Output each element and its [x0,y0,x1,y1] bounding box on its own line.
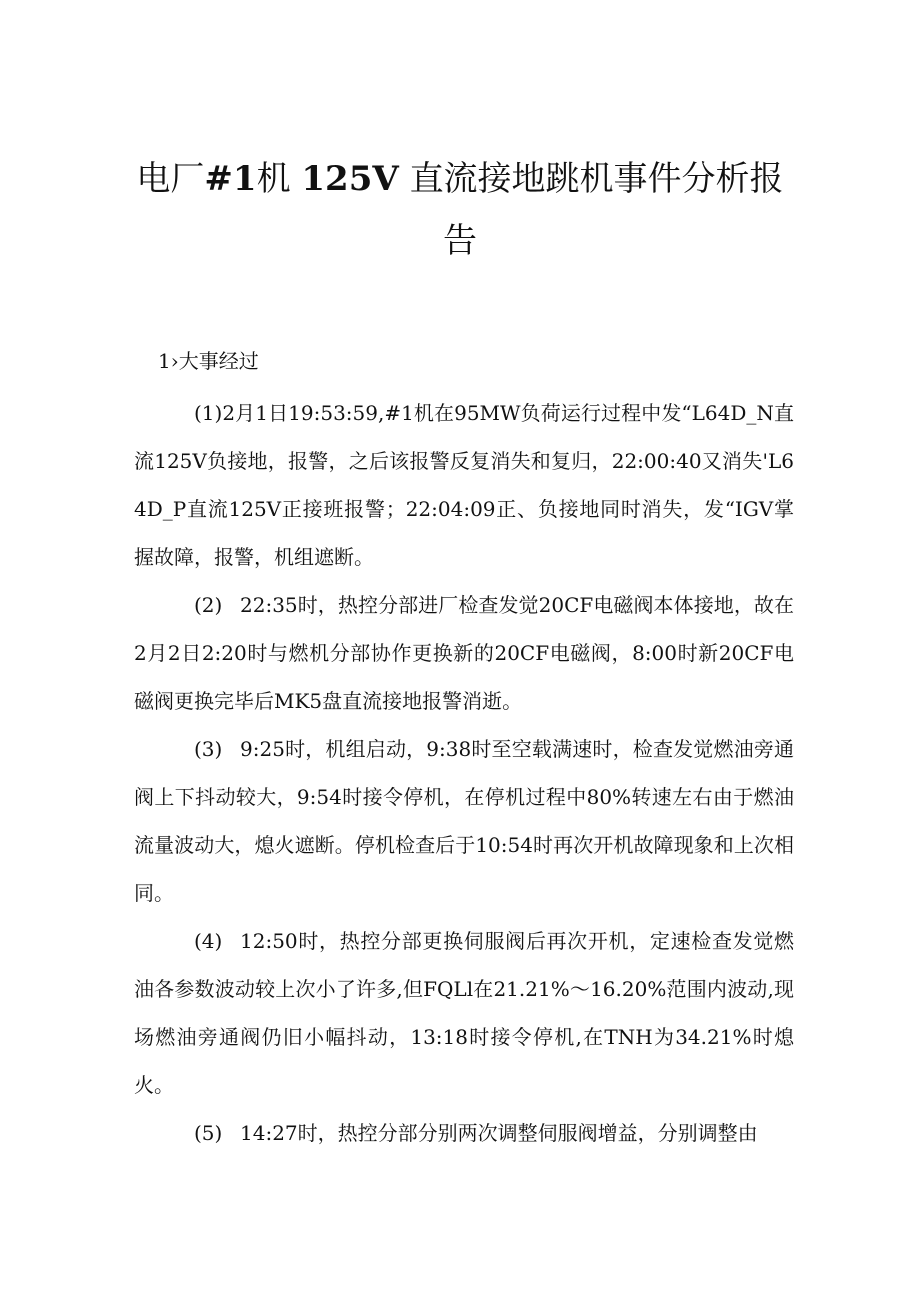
paragraph-5 [134,1109,794,1157]
document-title [120,148,800,272]
title-voltage: 125V [301,159,399,199]
title-text-4: 告 [443,221,477,261]
paragraph-4-text: 12:50时，热控分部更换伺服阀后再次开机，定速检查发觉燃油各参数波动较上次小了许多,但FQLl在21.21%～16.20%范围内波动,现场燃油旁通阀仍旧小幅抖动，13:18时接令停机,在TNH为34.21%时熄火。 [134,929,794,1097]
paragraph-1 [134,389,794,581]
paragraph-4 [134,917,794,1109]
paragraph-5-number: (5) [194,1121,223,1145]
paragraph-3-number: (3) [194,737,223,761]
title-text-3: 直流接地跳机事件分析报 [409,159,784,199]
paragraph-1-number: (1) [194,401,223,425]
paragraph-2-text: 22:35时，热控分部进厂检查发觉20CF电磁阀本体接地，故在2月2日2:20时与燃机分部协作更换新的20CF电磁阀，8:00时新20CF电磁阀更换完毕后MK5盘直流接地报警消逝。 [134,593,794,713]
title-text-1: 电厂 [136,159,205,199]
paragraph-5-text: 14:27时，热控分部分别两次调整伺服阀增益，分别调整由 [240,1121,758,1145]
paragraph-2 [134,581,794,725]
paragraph-2-number: (2) [194,593,223,617]
paragraph-3 [134,725,794,917]
section-heading-incident-process: 1›大事经过 [158,349,259,373]
title-unit-number: #1 [204,159,257,199]
paragraph-1-text: 2月1日19:53:59,#1机在95MW负荷运行过程中发“L64D_N直流125V负接地，报警，之后该报警反复消失和复归，22:00:40又消失'L64D_P直流125V正接班报警；22:04:09正、负接地同时消失，发“IGV掌握故障，报警，机组遮断。 [134,401,794,569]
paragraph-4-number: (4) [194,929,223,953]
title-text-2: 机 [256,159,291,199]
paragraph-3-text: 9:25时，机组启动，9:38时至空载满速时，检查发觉燃油旁通阀上下抖动较大，9:54时接令停机，在停机过程中80%转速左右由于燃油流量波动大，熄火遮断。停机检查后于10:54时再次开机故障现象和上次相同。 [134,737,794,905]
